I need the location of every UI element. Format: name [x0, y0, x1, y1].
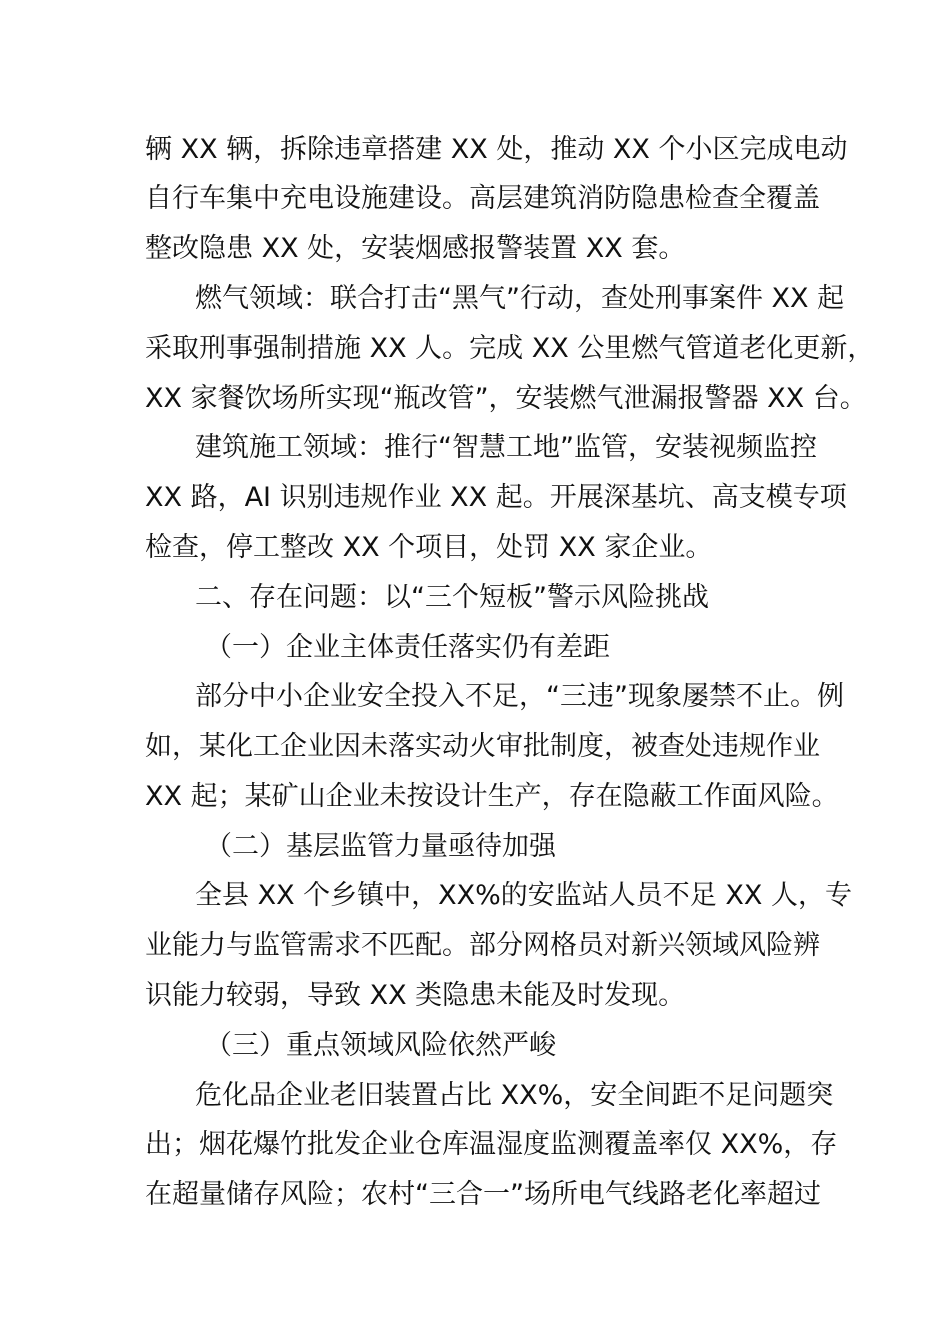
text-line-2: 自行车集中充电设施建设。高层建筑消防隐患检查全覆盖 [145, 183, 820, 214]
text-line-21: 出；烟花爆竹批发企业仓库温湿度监测覆盖率仅 XX%，存 [145, 1129, 838, 1160]
paragraph-gas-start: 燃气领域：联合打击“黑气”行动，查处刑事案件 XX 起 [195, 283, 845, 314]
paragraph-enterprise-start: 部分中小企业安全投入不足，“三违”现象屡禁不止。例 [195, 681, 844, 712]
text-line-9: 检查，停工整改 XX 个项目，处罚 XX 家企业。 [145, 532, 713, 563]
text-line-17: 业能力与监管需求不匹配。部分网格员对新兴领域风险辨 [145, 930, 820, 961]
section-heading-problems: 二、存在问题：以“三个短板”警示风险挑战 [195, 582, 709, 613]
text-line-8: XX 路，AI 识别违规作业 XX 起。开展深基坑、高支模专项 [145, 482, 847, 513]
text-line-22: 在超量储存风险；农村“三合一”场所电气线路老化率超过 [145, 1179, 821, 1210]
paragraph-construction-start: 建筑施工领域：推行“智慧工地”监管，安装视频监控 [195, 432, 817, 463]
text-line-3: 整改隐患 XX 处，安装烟感报警装置 XX 套。 [145, 233, 686, 264]
subheading-2: （二）基层监管力量亟待加强 [205, 831, 556, 862]
text-line-1: 辆 XX 辆，拆除违章搭建 XX 处，推动 XX 个小区完成电动 [145, 134, 848, 165]
text-line-18: 识能力较弱，导致 XX 类隐患未能及时发现。 [145, 980, 686, 1011]
subheading-1: （一）企业主体责任落实仍有差距 [205, 632, 610, 663]
paragraph-supervision-start: 全县 XX 个乡镇中，XX%的安监站人员不足 XX 人，专 [195, 880, 852, 911]
text-line-13: 如，某化工企业因未落实动火审批制度，被查处违规作业 [145, 731, 820, 762]
paragraph-risk-start: 危化品企业老旧装置占比 XX%，安全间距不足问题突 [195, 1080, 834, 1111]
text-line-14: XX 起；某矿山企业未按设计生产，存在隐蔽工作面风险。 [145, 781, 839, 812]
text-line-6: XX 家餐饮场所实现“瓶改管”，安装燃气泄漏报警器 XX 台。 [145, 383, 867, 414]
text-line-5: 采取刑事强制措施 XX 人。完成 XX 公里燃气管道老化更新， [145, 333, 875, 364]
subheading-3: （三）重点领域风险依然严峻 [205, 1030, 556, 1061]
